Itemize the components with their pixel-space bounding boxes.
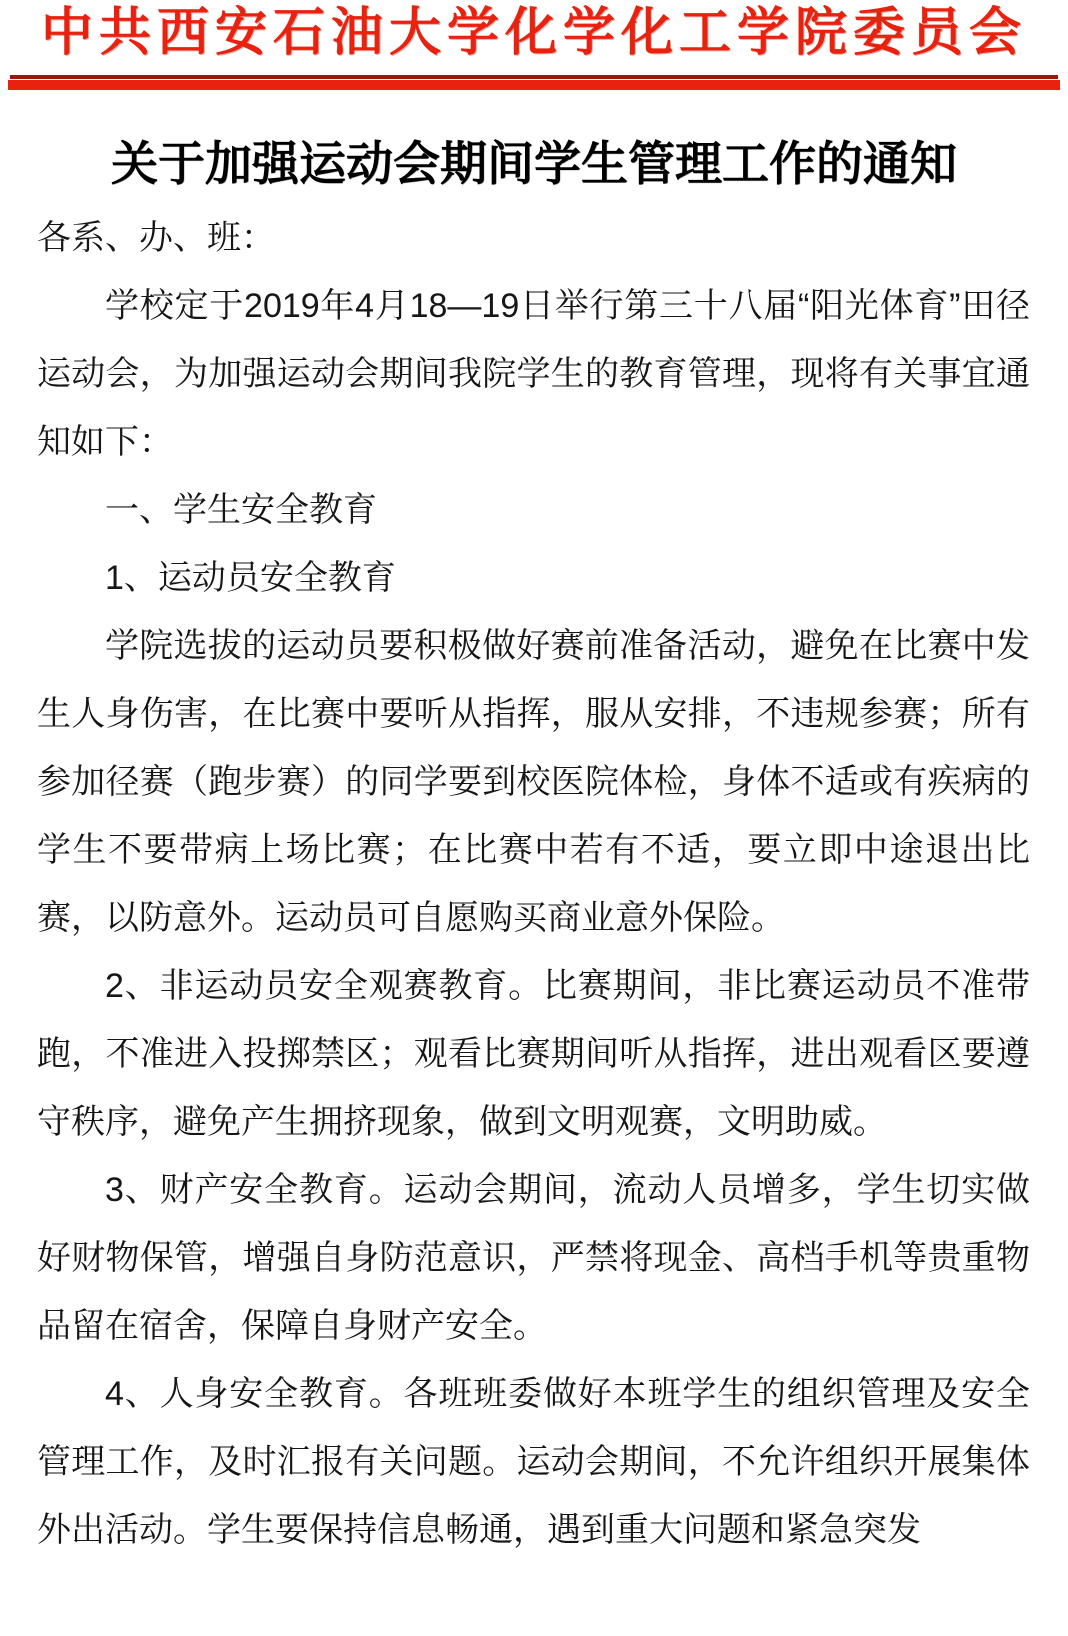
paragraph-personal-safety: 4、人身安全教育。各班班委做好本班学生的组织管理及安全管理工作，及时汇报有关问题。运动会期间，不允许组织开展集体外出活动。学生要保持信息畅通，遇到重大问题和紧急突发 xyxy=(37,1375,1030,1549)
letterhead-rule-thick xyxy=(8,80,1060,90)
document-title: 关于加强运动会期间学生管理工作的通知 xyxy=(111,137,957,190)
paragraph-intro: 学校定于2019年4月18—19日举行第三十八届“阳光体育”田径运动会，为加强运动会期间我院学生的教育管理，现将有关事宜通知如下： xyxy=(37,287,1030,461)
item-heading-athlete-safety: 1、运动员安全教育 xyxy=(105,559,396,597)
section-heading-student-safety: 一、学生安全教育 xyxy=(105,491,377,529)
paragraph-spectator-safety: 2、非运动员安全观赛教育。比赛期间，非比赛运动员不准带跑，不准进入投掷禁区；观看比赛期间听从指挥，进出观看区要遵守秩序，避免产生拥挤现象，做到文明观赛，文明助威。 xyxy=(37,967,1030,1141)
salutation: 各系、办、班： xyxy=(37,219,275,257)
document-body xyxy=(37,204,1030,1564)
letterhead-rule xyxy=(0,75,1068,90)
letterhead xyxy=(0,0,1068,90)
paragraph-property-safety: 3、财产安全教育。运动会期间，流动人员增多，学生切实做好财物保管，增强自身防范意识，严禁将现金、高档手机等贵重物品留在宿舍，保障自身财产安全。 xyxy=(37,1171,1030,1345)
paragraph-athlete-safety: 学院选拔的运动员要积极做好赛前准备活动，避免在比赛中发生人身伤害，在比赛中要听从指挥，服从安排，不违规参赛；所有参加径赛（跑步赛）的同学要到校医院体检，身体不适或有疾病的学生不要带病上场比赛；在比赛中若有不适，要立即中途退出比赛，以防意外。运动员可自愿购买商业意外保险。 xyxy=(37,627,1030,937)
letterhead-rule-thin xyxy=(10,75,1058,79)
org-name-heading: 中共西安石油大学化学化工学院委员会 xyxy=(40,4,1027,62)
